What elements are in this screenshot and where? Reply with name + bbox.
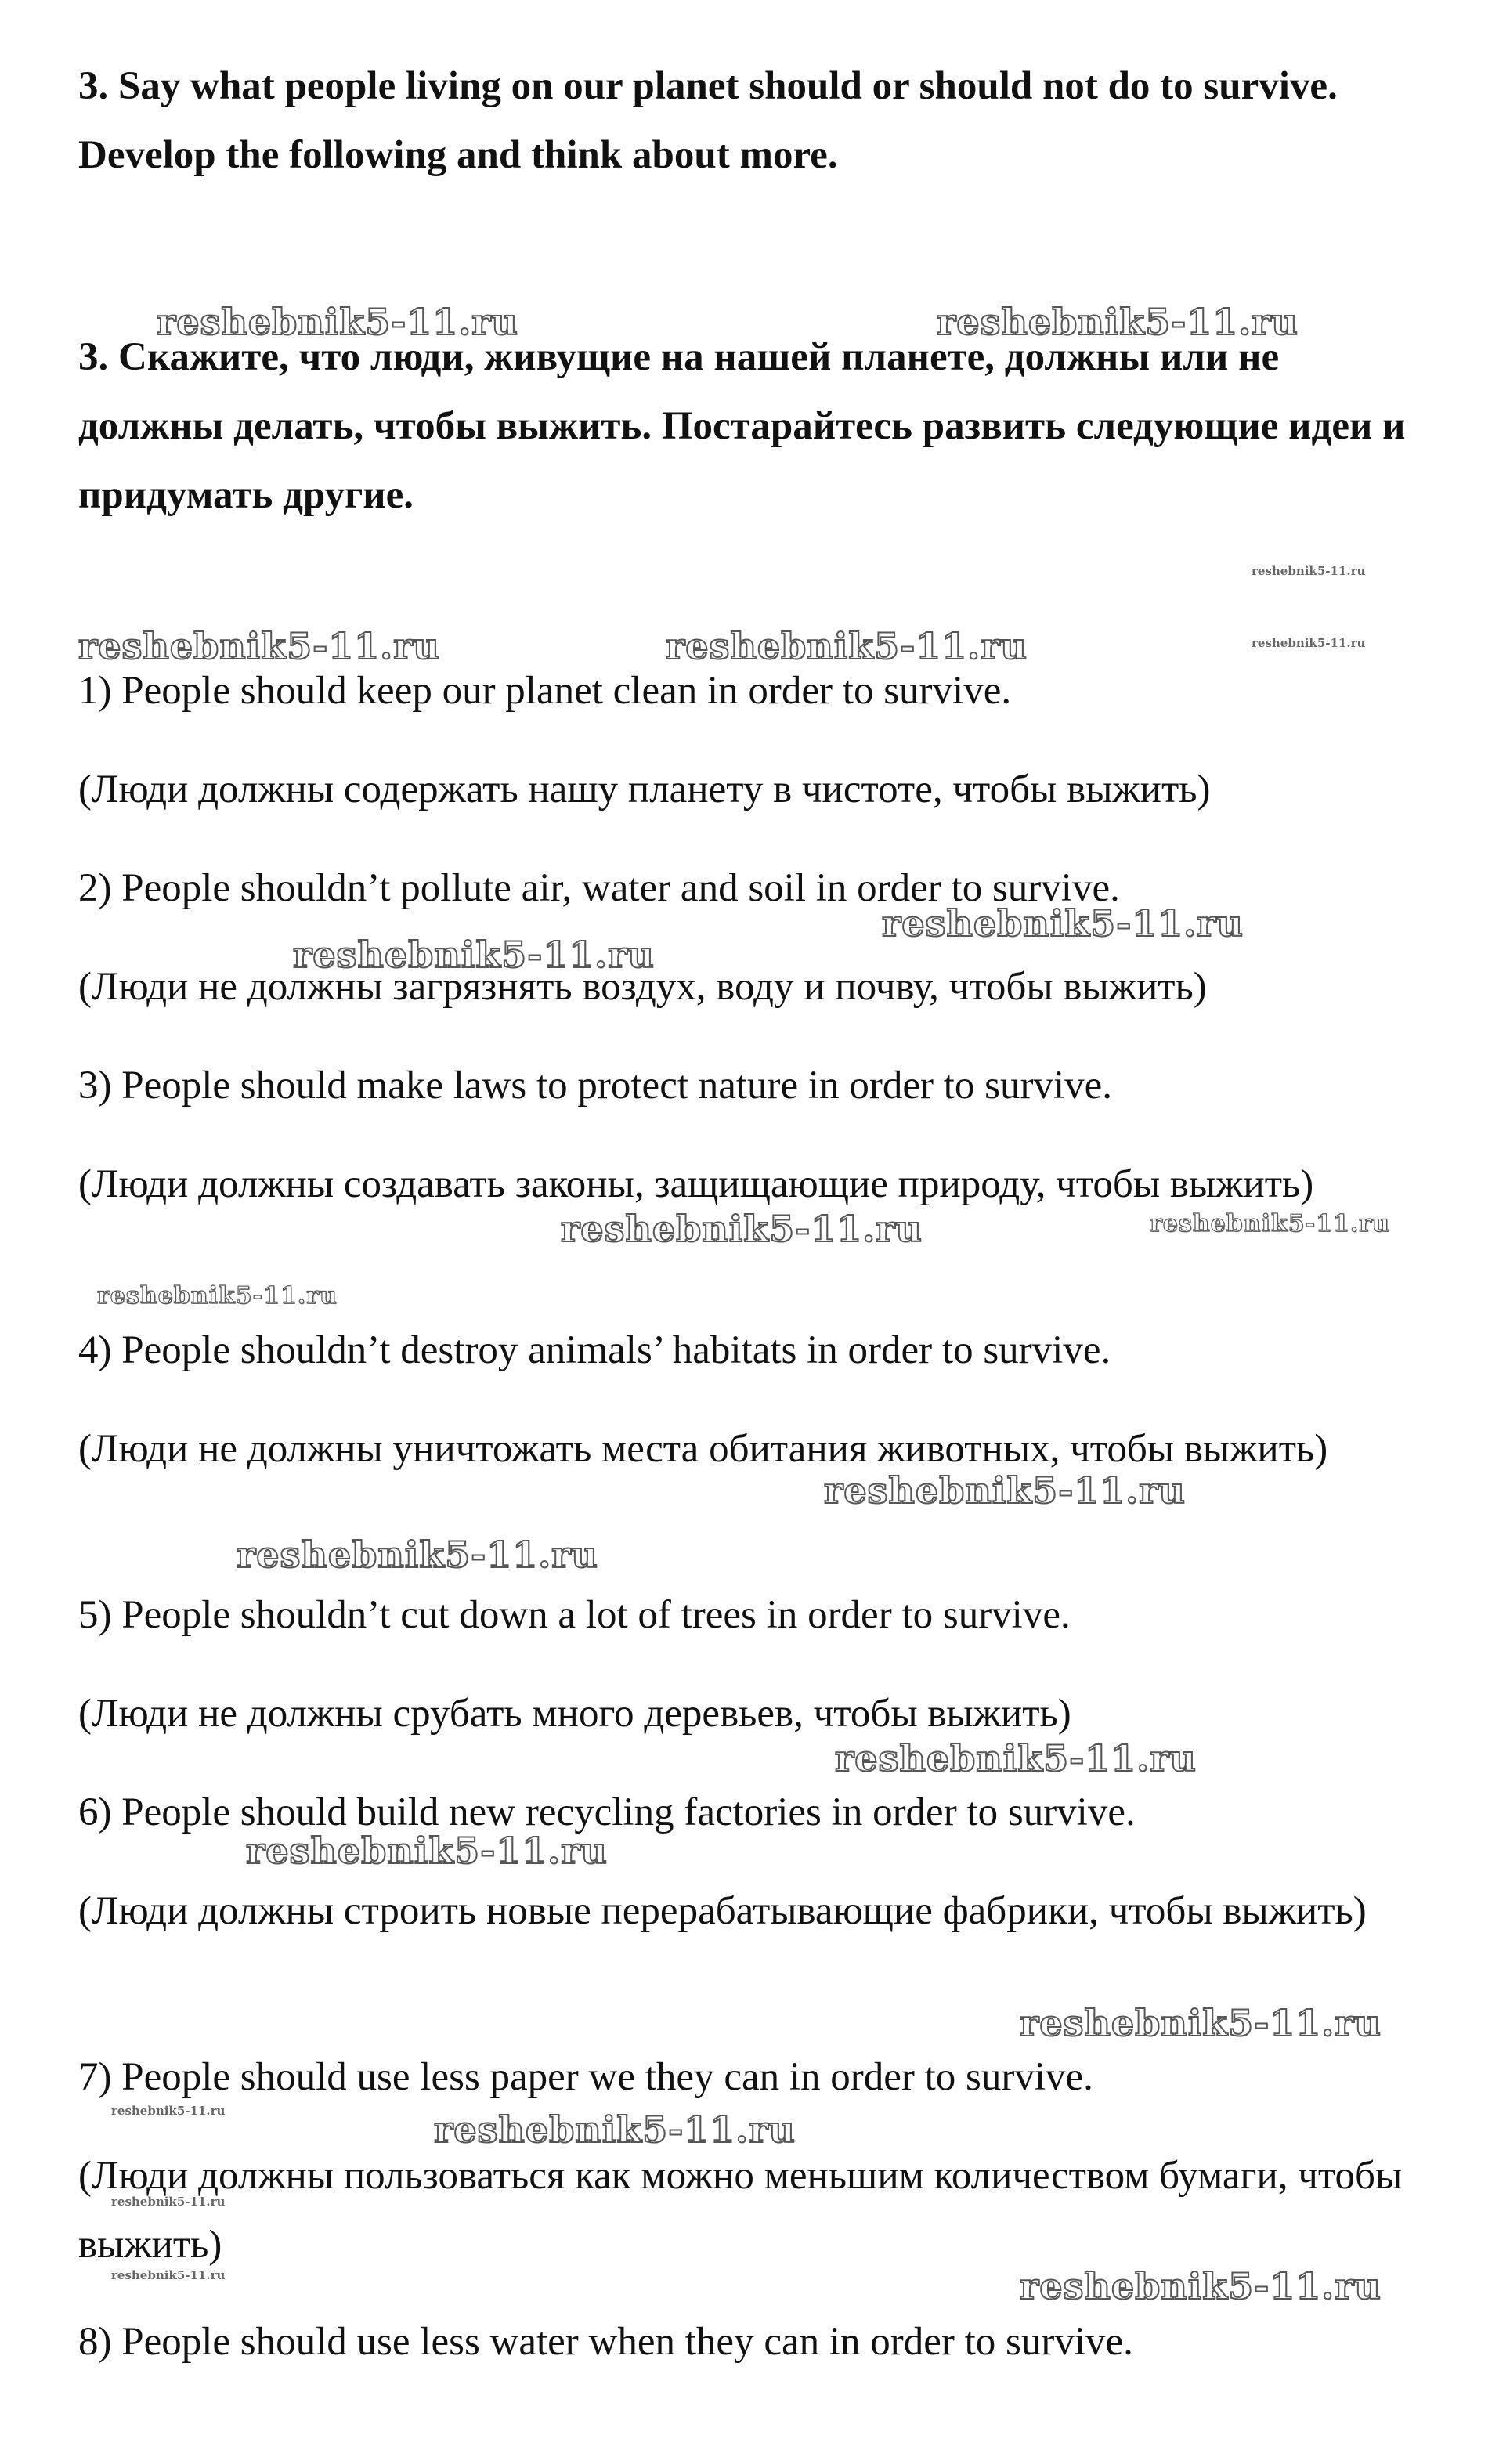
task-heading-english: 3. Say what people living on our planet should or should not do to survive. Develop the following and think about more. (78, 64, 1338, 177)
answer-2-russian: (Люди не должны загрязнять воздух, воду и почву, чтобы выжить) (78, 965, 1207, 1009)
answer-4-russian: (Люди не должны уничтожать места обитания животных, чтобы выжить) (78, 1427, 1328, 1471)
watermark: reshebnik5-11.ru (293, 934, 655, 976)
watermark: reshebnik5-11.ru (111, 2268, 226, 2282)
watermark: reshebnik5-11.ru (434, 2108, 796, 2151)
watermark: reshebnik5-11.ru (1020, 2002, 1382, 2044)
answer-5-english: 5) People shouldn’t cut down a lot of trees in order to survive. (78, 1593, 1071, 1637)
answer-4-english: 4) People shouldn’t destroy animals’ habitats in order to survive. (78, 1328, 1111, 1372)
watermark: reshebnik5-11.ru (937, 301, 1299, 343)
watermark: reshebnik5-11.ru (237, 1534, 598, 1576)
answer-6-english: 6) People should build new recycling factories in order to survive. (78, 1790, 1136, 1834)
watermark: reshebnik5-11.ru (246, 1830, 608, 1872)
watermark: reshebnik5-11.ru (111, 2104, 226, 2118)
answer-1-english: 1) People should keep our planet clean in order to survive. (78, 669, 1012, 713)
watermark: reshebnik5-11.ru (824, 1469, 1186, 1512)
answer-8-english: 8) People should use less water when they can in order to survive. (78, 2320, 1133, 2364)
watermark: reshebnik5-11.ru (111, 2195, 226, 2209)
watermark: reshebnik5-11.ru (666, 625, 1028, 667)
watermark: reshebnik5-11.ru (97, 1282, 338, 1310)
watermark: reshebnik5-11.ru (882, 902, 1244, 945)
answer-3-russian: (Люди должны создавать законы, защищающие природу, чтобы выжить) (78, 1162, 1314, 1206)
answer-7-english: 7) People should use less paper we they can in order to survive. (78, 2055, 1093, 2099)
answer-3-english: 3) People should make laws to protect nature in order to survive. (78, 1064, 1112, 1107)
watermark: reshebnik5-11.ru (1252, 636, 1366, 650)
watermark: reshebnik5-11.ru (561, 1208, 923, 1250)
watermark: reshebnik5-11.ru (1020, 2265, 1382, 2307)
answer-7-russian: (Люди должны пользоваться как можно меньшим количеством бумаги, чтобы выжить) (78, 2154, 1403, 2267)
answer-2-english: 2) People shouldn’t pollute air, water and soil in order to survive. (78, 866, 1120, 910)
watermark: reshebnik5-11.ru (1252, 564, 1366, 578)
watermark: reshebnik5-11.ru (835, 1737, 1197, 1779)
answer-1-russian: (Люди должны содержать нашу планету в чистоте, чтобы выжить) (78, 768, 1211, 811)
watermark: reshebnik5-11.ru (157, 301, 518, 343)
answer-5-russian: (Люди не должны срубать много деревьев, чтобы выжить) (78, 1692, 1071, 1736)
answer-6-russian: (Люди должны строить новые перерабатывающие фабрики, чтобы выжить) (78, 1889, 1367, 1933)
watermark: reshebnik5-11.ru (1150, 1210, 1390, 1237)
watermark: reshebnik5-11.ru (78, 625, 440, 667)
task-heading-russian: 3. Скажите, что люди, живущие на нашей планете, должны или не должны делать, чтобы выжить. Постарайтесь развить следующие идеи и придумать другие. (78, 335, 1406, 517)
